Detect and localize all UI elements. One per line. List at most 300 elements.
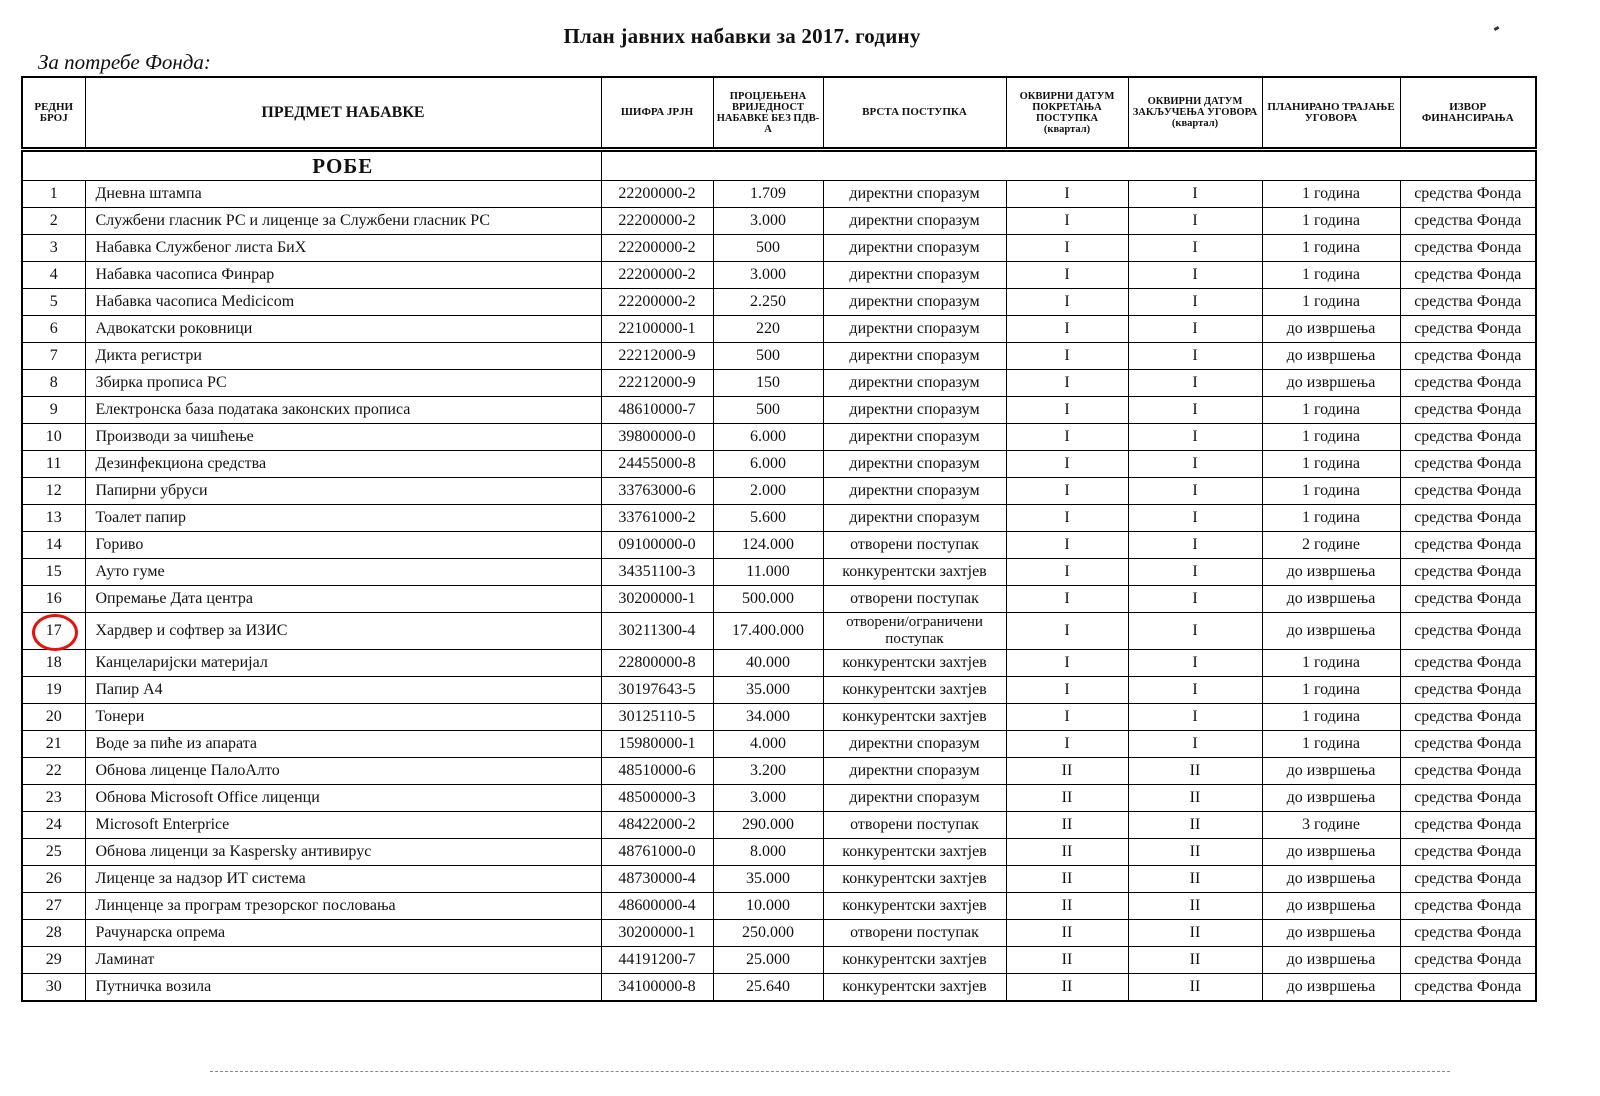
cell-source: средства Фонда: [1400, 208, 1536, 235]
header-duration: ПЛАНИРАНО ТРАЈАЊЕ УГОВОРА: [1262, 77, 1400, 148]
cell-num: 22: [22, 758, 85, 785]
cell-code: 30197643-5: [601, 677, 713, 704]
document-subtitle: За потребе Фонда:: [38, 50, 211, 74]
cell-start-quarter: I: [1006, 181, 1128, 208]
cell-num: 23: [22, 785, 85, 812]
cell-code: 22200000-2: [601, 262, 713, 289]
cell-duration: до извршења: [1262, 370, 1400, 397]
cell-duration: 1 година: [1262, 424, 1400, 451]
cell-value: 500.000: [713, 586, 823, 613]
cell-start-quarter: I: [1006, 677, 1128, 704]
table-row: [22, 677, 1536, 704]
cell-procedure: директни споразум: [823, 424, 1006, 451]
cell-value: 500: [713, 235, 823, 262]
cell-value: 25.000: [713, 947, 823, 974]
cell-code: 24455000-8: [601, 451, 713, 478]
cell-num: 10: [22, 424, 85, 451]
cell-contract-quarter: I: [1128, 532, 1262, 559]
cell-code: 22200000-2: [601, 208, 713, 235]
cell-source: средства Фонда: [1400, 235, 1536, 262]
header-table: [21, 76, 1537, 149]
table-row: [22, 920, 1536, 947]
cell-source: средства Фонда: [1400, 343, 1536, 370]
cell-source: средства Фонда: [1400, 866, 1536, 893]
cell-start-quarter: II: [1006, 920, 1128, 947]
cell-procedure: отворени поступак: [823, 586, 1006, 613]
header-procedure: ВРСТА ПОСТУПКА: [823, 77, 1006, 148]
table-row: [22, 731, 1536, 758]
table-row: [22, 208, 1536, 235]
table-row: [22, 181, 1536, 208]
cell-start-quarter: II: [1006, 866, 1128, 893]
table-row: [22, 650, 1536, 677]
cell-value: 124.000: [713, 532, 823, 559]
cell-num: 14: [22, 532, 85, 559]
cell-num: 11: [22, 451, 85, 478]
cell-source: средства Фонда: [1400, 586, 1536, 613]
cell-subject: Набавка часописа Финрар: [85, 262, 601, 289]
cell-source: средства Фонда: [1400, 262, 1536, 289]
cell-code: 33763000-6: [601, 478, 713, 505]
cell-num: 30: [22, 974, 85, 1002]
table-row: [22, 262, 1536, 289]
cell-procedure: конкурентски захтјев: [823, 704, 1006, 731]
cell-code: 22200000-2: [601, 289, 713, 316]
cell-value: 8.000: [713, 839, 823, 866]
cell-value: 25.640: [713, 974, 823, 1002]
cell-subject: Путничка возила: [85, 974, 601, 1002]
cell-start-quarter: I: [1006, 613, 1128, 650]
cell-start-quarter: I: [1006, 559, 1128, 586]
cell-subject: Дикта регистри: [85, 343, 601, 370]
cell-start-quarter: II: [1006, 812, 1128, 839]
cell-procedure: отворени поступак: [823, 532, 1006, 559]
cell-num: 5: [22, 289, 85, 316]
cell-source: средства Фонда: [1400, 532, 1536, 559]
cell-start-quarter: I: [1006, 424, 1128, 451]
cell-contract-quarter: I: [1128, 559, 1262, 586]
cell-duration: до извршења: [1262, 758, 1400, 785]
cell-subject: Тоалет папир: [85, 505, 601, 532]
cell-start-quarter: I: [1006, 704, 1128, 731]
cell-source: средства Фонда: [1400, 920, 1536, 947]
cell-source: средства Фонда: [1400, 704, 1536, 731]
cell-source: средства Фонда: [1400, 424, 1536, 451]
cell-start-quarter: II: [1006, 839, 1128, 866]
table-row: [22, 559, 1536, 586]
cell-contract-quarter: II: [1128, 812, 1262, 839]
cell-num: 6: [22, 316, 85, 343]
cell-procedure: директни споразум: [823, 505, 1006, 532]
cell-subject: Дезинфекциона средства: [85, 451, 601, 478]
cell-subject: Гориво: [85, 532, 601, 559]
cell-contract-quarter: II: [1128, 785, 1262, 812]
cell-num: 18: [22, 650, 85, 677]
cell-duration: 1 година: [1262, 731, 1400, 758]
cell-num: 21: [22, 731, 85, 758]
cell-source: средства Фонда: [1400, 974, 1536, 1002]
header-contract-date: [1128, 77, 1262, 148]
cell-num: 4: [22, 262, 85, 289]
cell-value: 250.000: [713, 920, 823, 947]
cell-duration: до извршења: [1262, 559, 1400, 586]
cell-code: 30200000-1: [601, 586, 713, 613]
cell-procedure: директни споразум: [823, 397, 1006, 424]
cell-value: 10.000: [713, 893, 823, 920]
cell-num: 7: [22, 343, 85, 370]
header-subject: ПРЕДМЕТ НАБАВКЕ: [85, 77, 601, 148]
cell-source: средства Фонда: [1400, 289, 1536, 316]
cell-procedure: директни споразум: [823, 785, 1006, 812]
cell-contract-quarter: I: [1128, 370, 1262, 397]
cell-contract-quarter: II: [1128, 866, 1262, 893]
cell-code: 34100000-8: [601, 974, 713, 1002]
cell-num: 20: [22, 704, 85, 731]
cell-value: 2.250: [713, 289, 823, 316]
table-row: [22, 235, 1536, 262]
cell-start-quarter: I: [1006, 208, 1128, 235]
table-row: [22, 424, 1536, 451]
cell-num: 17: [22, 613, 85, 650]
table-row: [22, 785, 1536, 812]
cell-source: средства Фонда: [1400, 613, 1536, 650]
table-row: [22, 343, 1536, 370]
table-row: [22, 505, 1536, 532]
cell-value: 3.200: [713, 758, 823, 785]
cell-value: 2.000: [713, 478, 823, 505]
cell-subject: Воде за пиће из апарата: [85, 731, 601, 758]
cell-value: 6.000: [713, 424, 823, 451]
cell-code: 22212000-9: [601, 370, 713, 397]
cell-code: 39800000-0: [601, 424, 713, 451]
cell-procedure: директни споразум: [823, 235, 1006, 262]
procurement-table: [21, 150, 1537, 1002]
cell-code: 22800000-8: [601, 650, 713, 677]
cell-duration: до извршења: [1262, 839, 1400, 866]
cell-source: средства Фонда: [1400, 505, 1536, 532]
cell-contract-quarter: II: [1128, 947, 1262, 974]
cell-start-quarter: I: [1006, 478, 1128, 505]
cell-procedure: директни споразум: [823, 758, 1006, 785]
cell-code: 22100000-1: [601, 316, 713, 343]
section-spacer: [22, 151, 85, 181]
cell-duration: 1 година: [1262, 289, 1400, 316]
cell-source: средства Фонда: [1400, 397, 1536, 424]
cell-start-quarter: I: [1006, 397, 1128, 424]
cell-start-quarter: I: [1006, 316, 1128, 343]
cell-procedure: директни споразум: [823, 370, 1006, 397]
cell-code: 48510000-6: [601, 758, 713, 785]
cell-duration: 1 година: [1262, 650, 1400, 677]
cell-duration: 1 година: [1262, 181, 1400, 208]
cell-duration: 1 година: [1262, 478, 1400, 505]
cell-subject: Ламинат: [85, 947, 601, 974]
cell-duration: 1 година: [1262, 677, 1400, 704]
cell-source: средства Фонда: [1400, 731, 1536, 758]
cell-subject: Линценце за програм трезорског пословања: [85, 893, 601, 920]
table-row: [22, 532, 1536, 559]
cell-subject: Канцеларијски материјал: [85, 650, 601, 677]
header-contract-date-main: ОКВИРНИ ДАТУМ ЗАКЉУЧЕЊА УГОВОРА: [1132, 96, 1258, 118]
cell-contract-quarter: I: [1128, 451, 1262, 478]
cell-contract-quarter: II: [1128, 974, 1262, 1002]
cell-code: 48730000-4: [601, 866, 713, 893]
cell-num: 3: [22, 235, 85, 262]
page-bottom-rule: [210, 1071, 1450, 1072]
cell-start-quarter: I: [1006, 370, 1128, 397]
cell-subject: Microsoft Enterprice: [85, 812, 601, 839]
cell-code: 48610000-7: [601, 397, 713, 424]
cell-subject: Опремање Дата центра: [85, 586, 601, 613]
cell-procedure: директни споразум: [823, 208, 1006, 235]
cell-subject: Службени гласник РС и лиценце за Службени гласник РС: [85, 208, 601, 235]
cell-contract-quarter: I: [1128, 613, 1262, 650]
cell-source: средства Фонда: [1400, 181, 1536, 208]
cell-num: 1: [22, 181, 85, 208]
cell-procedure: директни споразум: [823, 262, 1006, 289]
cell-duration: до извршења: [1262, 947, 1400, 974]
cell-procedure: конкурентски захтјев: [823, 559, 1006, 586]
cell-procedure: директни споразум: [823, 451, 1006, 478]
header-start-date-sub: (квартал): [1043, 123, 1091, 135]
cell-duration: 1 година: [1262, 235, 1400, 262]
cell-duration: 1 година: [1262, 208, 1400, 235]
cell-contract-quarter: I: [1128, 262, 1262, 289]
cell-num: 8: [22, 370, 85, 397]
cell-contract-quarter: I: [1128, 478, 1262, 505]
cell-duration: 2 године: [1262, 532, 1400, 559]
cell-start-quarter: I: [1006, 262, 1128, 289]
cell-start-quarter: I: [1006, 451, 1128, 478]
cell-subject: Набавка часописа Medicicom: [85, 289, 601, 316]
cell-code: 09100000-0: [601, 532, 713, 559]
table-row: [22, 613, 1536, 650]
table-row: [22, 586, 1536, 613]
cell-source: средства Фонда: [1400, 478, 1536, 505]
cell-start-quarter: I: [1006, 586, 1128, 613]
cell-value: 6.000: [713, 451, 823, 478]
cell-source: средства Фонда: [1400, 650, 1536, 677]
cell-value: 34.000: [713, 704, 823, 731]
cell-start-quarter: II: [1006, 974, 1128, 1002]
cell-value: 35.000: [713, 866, 823, 893]
cell-num: 16: [22, 586, 85, 613]
cell-duration: 1 година: [1262, 505, 1400, 532]
cell-source: средства Фонда: [1400, 839, 1536, 866]
cell-num: 19: [22, 677, 85, 704]
cell-procedure: конкурентски захтјев: [823, 974, 1006, 1002]
cell-contract-quarter: I: [1128, 235, 1262, 262]
cell-start-quarter: II: [1006, 785, 1128, 812]
cell-value: 3.000: [713, 785, 823, 812]
cell-source: средства Фонда: [1400, 677, 1536, 704]
cell-duration: 1 година: [1262, 451, 1400, 478]
cell-contract-quarter: I: [1128, 704, 1262, 731]
cell-contract-quarter: I: [1128, 397, 1262, 424]
cell-value: 1.709: [713, 181, 823, 208]
cell-code: 44191200-7: [601, 947, 713, 974]
cell-value: 4.000: [713, 731, 823, 758]
cell-code: 15980000-1: [601, 731, 713, 758]
cell-source: средства Фонда: [1400, 785, 1536, 812]
cell-start-quarter: II: [1006, 758, 1128, 785]
cell-duration: до извршења: [1262, 920, 1400, 947]
cell-source: средства Фонда: [1400, 947, 1536, 974]
cell-contract-quarter: I: [1128, 208, 1262, 235]
cell-value: 11.000: [713, 559, 823, 586]
cell-duration: до извршења: [1262, 785, 1400, 812]
cell-procedure: конкурентски захтјев: [823, 866, 1006, 893]
cell-value: 220: [713, 316, 823, 343]
section-label: РОБЕ: [85, 151, 601, 181]
cell-start-quarter: II: [1006, 947, 1128, 974]
cell-duration: до извршења: [1262, 613, 1400, 650]
cell-subject: Лиценце за надзор ИТ система: [85, 866, 601, 893]
cell-code: 48600000-4: [601, 893, 713, 920]
cell-source: средства Фонда: [1400, 758, 1536, 785]
cell-duration: до извршења: [1262, 316, 1400, 343]
cell-contract-quarter: I: [1128, 289, 1262, 316]
cell-procedure: отворени/ограничени поступак: [823, 613, 1006, 650]
cell-source: средства Фонда: [1400, 370, 1536, 397]
header-code: ШИФРА ЈРЈН: [601, 77, 713, 148]
table-row: [22, 974, 1536, 1002]
table-row: [22, 478, 1536, 505]
cell-procedure: конкурентски захтјев: [823, 650, 1006, 677]
scan-speck: [1494, 26, 1500, 31]
cell-duration: до извршења: [1262, 866, 1400, 893]
cell-subject: Обнова лиценце ПалоАлто: [85, 758, 601, 785]
cell-value: 40.000: [713, 650, 823, 677]
cell-start-quarter: I: [1006, 505, 1128, 532]
header-start-date-main: ОКВИРНИ ДАТУМ ПОКРЕТАЊА ПОСТУПКА: [1019, 90, 1115, 124]
header-num: РЕДНИ БРОЈ: [22, 77, 85, 148]
cell-procedure: отворени поступак: [823, 920, 1006, 947]
cell-value: 3.000: [713, 208, 823, 235]
cell-subject: Обнова лиценци за Kaspersky антивирус: [85, 839, 601, 866]
cell-num: 25: [22, 839, 85, 866]
cell-value: 35.000: [713, 677, 823, 704]
table-row: [22, 947, 1536, 974]
table-row: [22, 812, 1536, 839]
cell-subject: Дневна штампа: [85, 181, 601, 208]
cell-duration: до извршења: [1262, 586, 1400, 613]
cell-subject: Електронска база података законских прописа: [85, 397, 601, 424]
cell-contract-quarter: I: [1128, 424, 1262, 451]
cell-value: 500: [713, 343, 823, 370]
table-row: [22, 839, 1536, 866]
cell-procedure: директни споразум: [823, 343, 1006, 370]
cell-code: 48422000-2: [601, 812, 713, 839]
cell-num: 29: [22, 947, 85, 974]
cell-duration: 1 година: [1262, 262, 1400, 289]
cell-contract-quarter: I: [1128, 505, 1262, 532]
cell-duration: 1 година: [1262, 704, 1400, 731]
cell-contract-quarter: II: [1128, 758, 1262, 785]
cell-start-quarter: I: [1006, 235, 1128, 262]
cell-start-quarter: I: [1006, 343, 1128, 370]
cell-subject: Производи за чишћење: [85, 424, 601, 451]
cell-code: 34351100-3: [601, 559, 713, 586]
cell-duration: до извршења: [1262, 893, 1400, 920]
cell-procedure: директни споразум: [823, 289, 1006, 316]
cell-subject: Хардвер и софтвер за ИЗИС: [85, 613, 601, 650]
cell-subject: Адвокатски роковници: [85, 316, 601, 343]
cell-duration: до извршења: [1262, 343, 1400, 370]
cell-procedure: конкурентски захтјев: [823, 893, 1006, 920]
cell-procedure: директни споразум: [823, 316, 1006, 343]
cell-num: 2: [22, 208, 85, 235]
table-row: [22, 370, 1536, 397]
header-row: [22, 77, 1536, 148]
cell-code: 30211300-4: [601, 613, 713, 650]
cell-start-quarter: I: [1006, 731, 1128, 758]
cell-num: 27: [22, 893, 85, 920]
table-row: [22, 893, 1536, 920]
cell-num: 9: [22, 397, 85, 424]
table-row: [22, 866, 1536, 893]
cell-value: 150: [713, 370, 823, 397]
cell-code: 33761000-2: [601, 505, 713, 532]
cell-subject: Набавка Службеног листа БиХ: [85, 235, 601, 262]
cell-value: 290.000: [713, 812, 823, 839]
cell-num: 24: [22, 812, 85, 839]
table-row: [22, 451, 1536, 478]
cell-start-quarter: I: [1006, 650, 1128, 677]
cell-contract-quarter: I: [1128, 586, 1262, 613]
cell-start-quarter: I: [1006, 532, 1128, 559]
cell-code: 22200000-2: [601, 235, 713, 262]
cell-num: 28: [22, 920, 85, 947]
cell-duration: до извршења: [1262, 974, 1400, 1002]
cell-contract-quarter: I: [1128, 343, 1262, 370]
cell-code: 22212000-9: [601, 343, 713, 370]
header-value: ПРОЦЈЕЊЕНА ВРИЈЕДНОСТ НАБАВКЕ БЕЗ ПДВ-А: [713, 77, 823, 148]
cell-contract-quarter: II: [1128, 920, 1262, 947]
cell-contract-quarter: I: [1128, 650, 1262, 677]
cell-procedure: конкурентски захтјев: [823, 839, 1006, 866]
cell-start-quarter: II: [1006, 893, 1128, 920]
cell-duration: 3 године: [1262, 812, 1400, 839]
cell-subject: Обнова Microsoft Office лиценци: [85, 785, 601, 812]
cell-code: 30125110-5: [601, 704, 713, 731]
cell-contract-quarter: I: [1128, 181, 1262, 208]
cell-value: 500: [713, 397, 823, 424]
cell-code: 48761000-0: [601, 839, 713, 866]
cell-value: 5.600: [713, 505, 823, 532]
cell-source: средства Фонда: [1400, 451, 1536, 478]
cell-procedure: конкурентски захтјев: [823, 677, 1006, 704]
cell-source: средства Фонда: [1400, 893, 1536, 920]
cell-subject: Рачунарска опрема: [85, 920, 601, 947]
cell-source: средства Фонда: [1400, 559, 1536, 586]
cell-value: 17.400.000: [713, 613, 823, 650]
cell-subject: Ауто гуме: [85, 559, 601, 586]
document-title: План јавних набавки за 2017. годину: [563, 24, 921, 48]
cell-procedure: директни споразум: [823, 731, 1006, 758]
cell-num: 26: [22, 866, 85, 893]
cell-start-quarter: I: [1006, 289, 1128, 316]
cell-procedure: директни споразум: [823, 181, 1006, 208]
cell-source: средства Фонда: [1400, 812, 1536, 839]
section-row: [22, 151, 1536, 181]
cell-contract-quarter: II: [1128, 839, 1262, 866]
cell-value: 3.000: [713, 262, 823, 289]
cell-contract-quarter: I: [1128, 677, 1262, 704]
cell-contract-quarter: II: [1128, 893, 1262, 920]
cell-procedure: конкурентски захтјев: [823, 947, 1006, 974]
cell-contract-quarter: I: [1128, 316, 1262, 343]
